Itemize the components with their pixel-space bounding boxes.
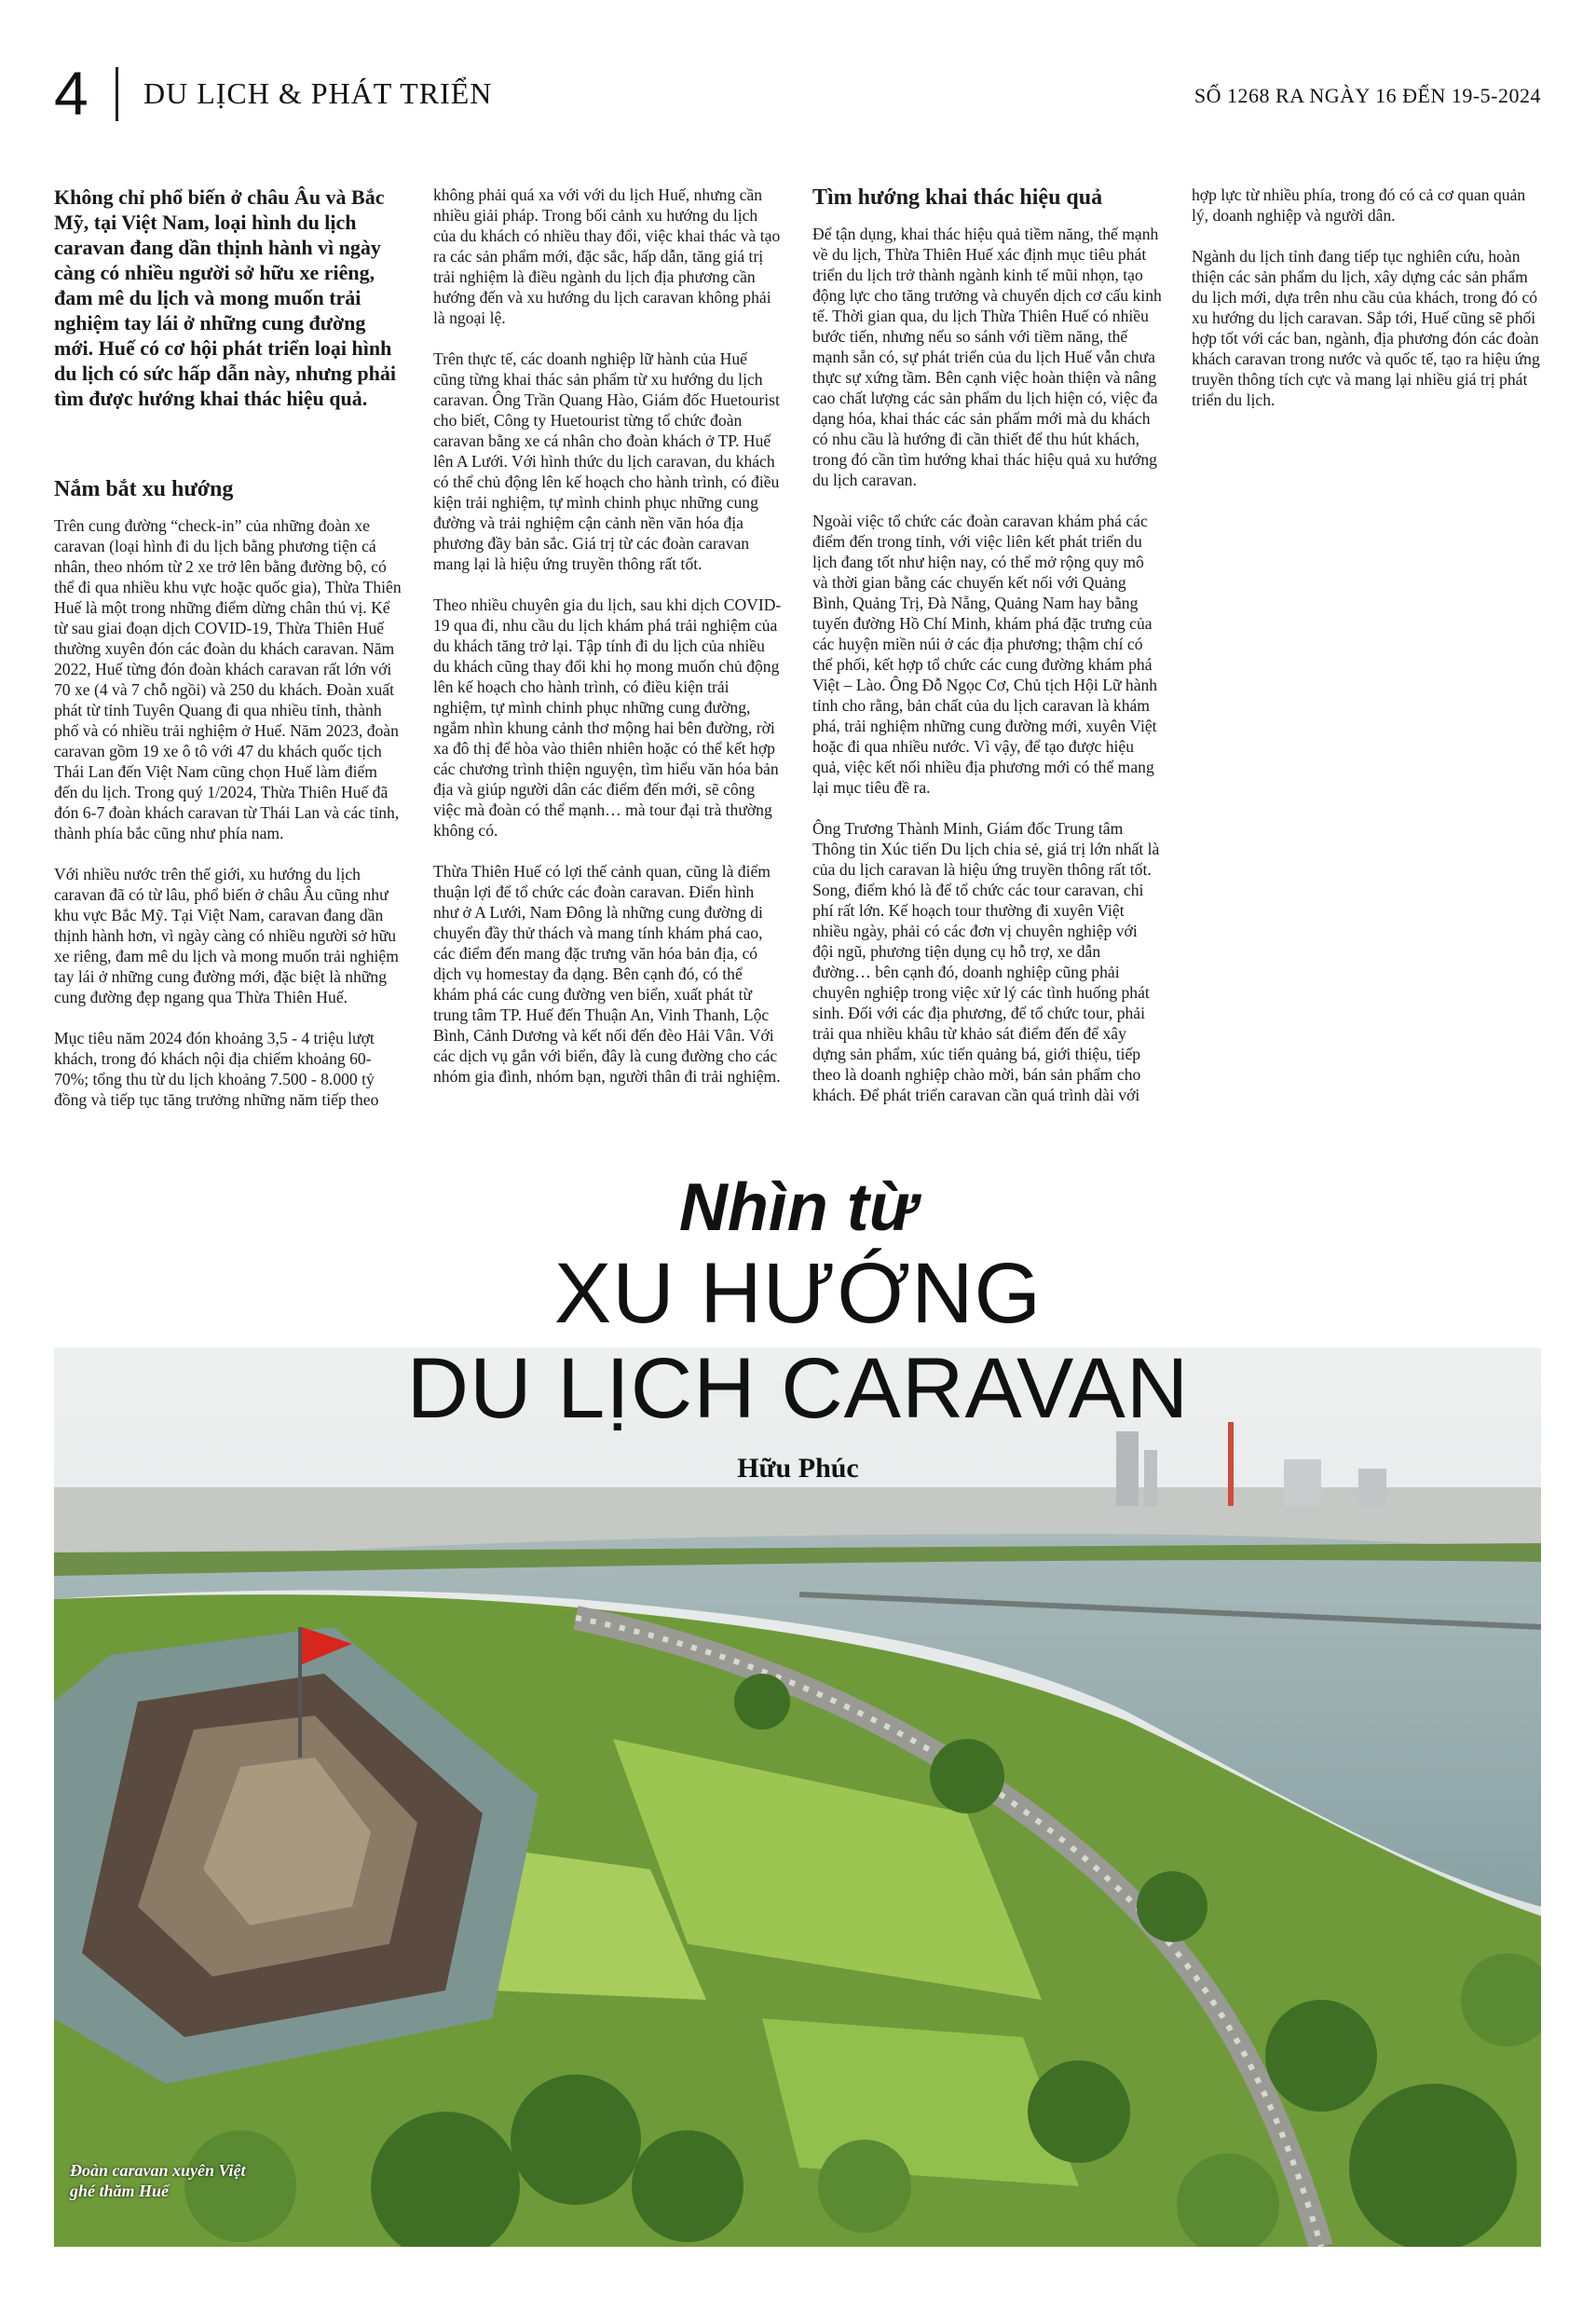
subheading-nam-bat-xu-huong: Nắm bắt xu hướng — [54, 477, 234, 501]
issue-info: SỐ 1268 RA NGÀY 16 ĐẾN 19-5-2024 — [1194, 84, 1541, 107]
caption-line-1: Đoàn caravan xuyên Việt — [70, 2161, 246, 2180]
article-body — [54, 185, 1541, 1116]
paragraph: Trên thực tế, các doanh nghiệp lữ hành của Huế cũng từng khai thác sản phẩm từ xu hướng du lịch caravan. Ông Trần Quang Hào, Giám đốc Huetourist cho biết, Công ty Huetourist từng tổ chức đoàn caravan bằng xe cá nhân cho đoàn khách ở TP. Huế lên A Lưới. Với hình thức du lịch caravan, du khách có thể chủ động lên kế hoạch cho hành trình, có điều kiện trải nghiệm, tự mình chinh phục những cung đường và trải nghiệm cận cảnh nền văn hóa địa phương đầy bản sắc. Giá trị từ các đoàn caravan mang lại là hiệu ứng truyền thông rất tốt. — [433, 349, 780, 573]
article-title — [0, 1170, 1596, 1484]
paragraph: Ngành du lịch tỉnh đang tiếp tục nghiên cứu, hoàn thiện các sản phẩm du lịch, xây dựng các sản phẩm du lịch mới, dựa trên nhu cầu của khách, trong đó có xu hướng du lịch caravan. Sắp tới, Huế cũng sẽ phối hợp tốt với các ban, ngành, địa phương đón các đoàn khách caravan trong nước và quốc tế, tạo ra hiệu ứng truyền thông tích cực và mang lại nhiều giá trị phát triển du lịch. — [1192, 247, 1540, 409]
caption-line-2: ghé thăm Huế — [70, 2182, 170, 2200]
header-divider — [116, 67, 118, 121]
article-lead: Không chỉ phổ biến ở châu Âu và Bắc Mỹ, tại Việt Nam, loại hình du lịch caravan đang dần thịnh hành vì ngày càng có nhiều người sở hữu xe riêng, đam mê du lịch và mong muốn trải nghiệm tay lái ở những cung đường mới. Huế có cơ hội phát triển loại hình du lịch có sức hấp dẫn này, nhưng phải tìm được hướng khai thác hiệu quả. — [54, 185, 396, 410]
paragraph: Với nhiều nước trên thế giới, xu hướng du lịch caravan đã có từ lâu, phổ biến ở châu Âu cũng như khu vực Bắc Mỹ. Tại Việt Nam, caravan đang dần thịnh hành hơn, vì ngày càng có nhiều người sở hữu xe riêng, đam mê du lịch và mong muốn trải nghiệm tay lái ở những cung đường mới, đặc biệt là những cung đường đẹp ngang qua Thừa Thiên Huế. — [54, 865, 399, 1006]
page-header — [54, 56, 1541, 130]
paragraph: Theo nhiều chuyên gia du lịch, sau khi dịch COVID-19 qua đi, nhu cầu du lịch khám phá trải nghiệm của du khách tăng trở lại. Tập tính đi du lịch của nhiều du khách cũng thay đổi khi họ mong muốn chủ động lên kế hoạch cho hành trình, có điều kiện trải nghiệm, tự mình chinh phục những cung đường, ngắm nhìn khung cảnh thơ mộng hai bên đường, rời xa đô thị để hòa vào thiên nhiên hoặc có thể kết hợp các chương trình thiện nguyện, tìm hiểu văn hóa bản địa và giúp người dân các điểm đến mới, sẽ công việc mà đoàn có thể mạnh… mà tour đại trà thường không có. — [433, 595, 782, 840]
title-line-1: Nhìn từ — [678, 1170, 918, 1245]
page-number: 4 — [54, 59, 89, 128]
paragraph: Để tận dụng, khai thác hiệu quả tiềm năng, thế mạnh về du lịch, Thừa Thiên Huế xác định mục tiêu phát triển du lịch trở thành ngành kinh tế mũi nhọn, tạo động lực cho tăng trưởng và chuyển dịch cơ cấu kinh tế. Thời gian qua, du lịch Thừa Thiên Huế có nhiều bước tiến, nhưng nếu so sánh với tiềm năng, thế mạnh sẵn có, sự phát triển của du lịch Huế vẫn chưa thực sự xứng tầm. Bên cạnh việc hoàn thiện và nâng cao chất lượng các sản phẩm du lịch hiện có, việc đa dạng hóa, khai thác các sản phẩm mới mà du khách có nhu cầu là hướng đi cần thiết để thu hút khách, trong đó cần tìm hướng khai thác hiệu quả xu hướng du lịch caravan. — [812, 225, 1162, 489]
title-line-3: DU LỊCH CARAVAN — [406, 1341, 1190, 1436]
paragraph: Ông Trương Thành Minh, Giám đốc Trung tâm Thông tin Xúc tiến Du lịch chia sẻ, giá trị lớn nhất là của du lịch caravan là hiệu ứng truyền thông rất tốt. Song, điểm khó là để tổ chức các tour caravan, chi phí rất lớn. Kế hoạch tour thường đi xuyên Việt nhiều ngày, phải có các đơn vị chuyên nghiệp với đội ngũ, phương tiện dụng cụ hỗ trợ, xe dẫn đường… bên cạnh đó, doanh nghiệp cũng phải chuyên nghiệp trong việc xử lý các tình huống phát sinh. Đối với các địa phương, để tổ chức tour, phải trải qua nhiều khâu từ khảo sát điểm đến để xây dựng sản phẩm, xúc tiến quảng bá, giới thiệu, tiếp theo là doanh nghiệp chào mời, bán sản phẩm cho khách. Để phát triển caravan cần quá trình dài với hợp lực từ nhiều phía, trong đó có cả cơ quan quản lý, doanh nghiệp và người dân. — [812, 185, 1526, 1104]
paragraph: Trên cung đường “check-in” của những đoàn xe caravan (loại hình đi du lịch bằng phương tiện cá nhân, theo nhóm từ 2 xe trở lên bằng đường bộ, có thể đi qua nhiều khu vực hoặc quốc gia), Thừa Thiên Huế là một trong những điểm dừng chân thú vị. Kể từ sau giai đoạn dịch COVID-19, Thừa Thiên Huế thường xuyên đón các đoàn du khách caravan. Năm 2022, Huế từng đón đoàn khách caravan rất lớn với 70 xe (4 và 7 chỗ ngồi) và 250 du khách. Đoàn xuất phát từ tỉnh Tuyên Quang đi qua nhiều tỉnh, thành phố và có nhiều trải nghiệm ở Huế. Năm 2023, đoàn caravan gồm 19 xe ô tô với 47 du khách quốc tịch Thái Lan đến Việt Nam cũng chọn Huế làm điểm đến du lịch. Trong quý 1/2024, Thừa Thiên Huế đã đón 6-7 đoàn khách caravan từ Thái Lan và các tỉnh, thành phía bắc cũng như phía nam. — [54, 516, 402, 842]
title-line-2: XU HƯỚNG — [553, 1246, 1043, 1341]
subheading-tim-huong-khai-thac: Tìm hướng khai thác hiệu quả — [812, 185, 1103, 210]
photo-caption — [70, 2160, 246, 2201]
paragraph: Mục tiêu năm 2024 đón khoảng 3,5 - 4 triệu lượt khách, trong đó khách nội địa chiếm khoảng 60-70%; tổng thu từ du lịch khoảng 7.500 - 8.000 tỷ đồng và tiếp tục tăng trưởng những năm tiếp theo không phải quá xa với với du lịch Huế, nhưng cần nhiều giải pháp. Trong bối cảnh xu hướng du lịch của du khách có nhiều thay đổi, việc khai thác và tạo ra các sản phẩm mới, đặc sắc, hấp dẫn, tăng giá trị trải nghiệm là điều ngành du lịch địa phương cần hướng đến và xu hướng du lịch caravan không phải là ngoại lệ. — [54, 185, 781, 1109]
paragraph: Ngoài việc tổ chức các đoàn caravan khám phá các điểm đến trong tỉnh, với việc liên kết phát triển du lịch đang tốt như hiện nay, có thể mở rộng quy mô và thời gian bằng các chuyến kết nối với Quảng Bình, Quảng Trị, Đà Nẵng, Quảng Nam hay bằng tuyến đường Hồ Chí Minh, khám phá đặc trưng của các huyện miền núi ở các địa phương; thậm chí có thể phối, kết hợp tổ chức các cung đường khám phá Việt – Lào. Ông Đỗ Ngọc Cơ, Chủ tịch Hội Lữ hành tỉnh cho rằng, bản chất của du lịch caravan là khám phá, trải nghiệm những cung đường mới, xuyên Việt hoặc đi qua nhiều nước. Vì vậy, để tạo được hiệu quả, việc kết nối nhiều địa phương mới có thể mang lại mục tiêu đề ra. — [812, 512, 1158, 797]
author-byline: Hữu Phúc — [737, 1453, 859, 1484]
section-title: DU LỊCH & PHÁT TRIỂN — [143, 76, 493, 110]
paragraph: Thừa Thiên Huế có lợi thế cảnh quan, cũng là điểm thuận lợi để tổ chức các đoàn caravan. Điển hình như ở A Lưới, Nam Đông là những cung đường di chuyển đầy thử thách và mang tính khám phá cao, các điểm đến mang đặc trưng văn hóa bản địa, có dịch vụ homestay đa dạng. Bên cạnh đó, có thể khám phá các cung đường ven biển, xuất phát từ trung tâm TP. Huế đến Thuận An, Vinh Thanh, Lộc Bình, Cảnh Dương và kết nối đến đèo Hải Vân. Với các dịch vụ gắn với biển, đây là cung đường cho các nhóm gia đình, nhóm bạn, người thân đi trải nghiệm. — [433, 862, 781, 1086]
